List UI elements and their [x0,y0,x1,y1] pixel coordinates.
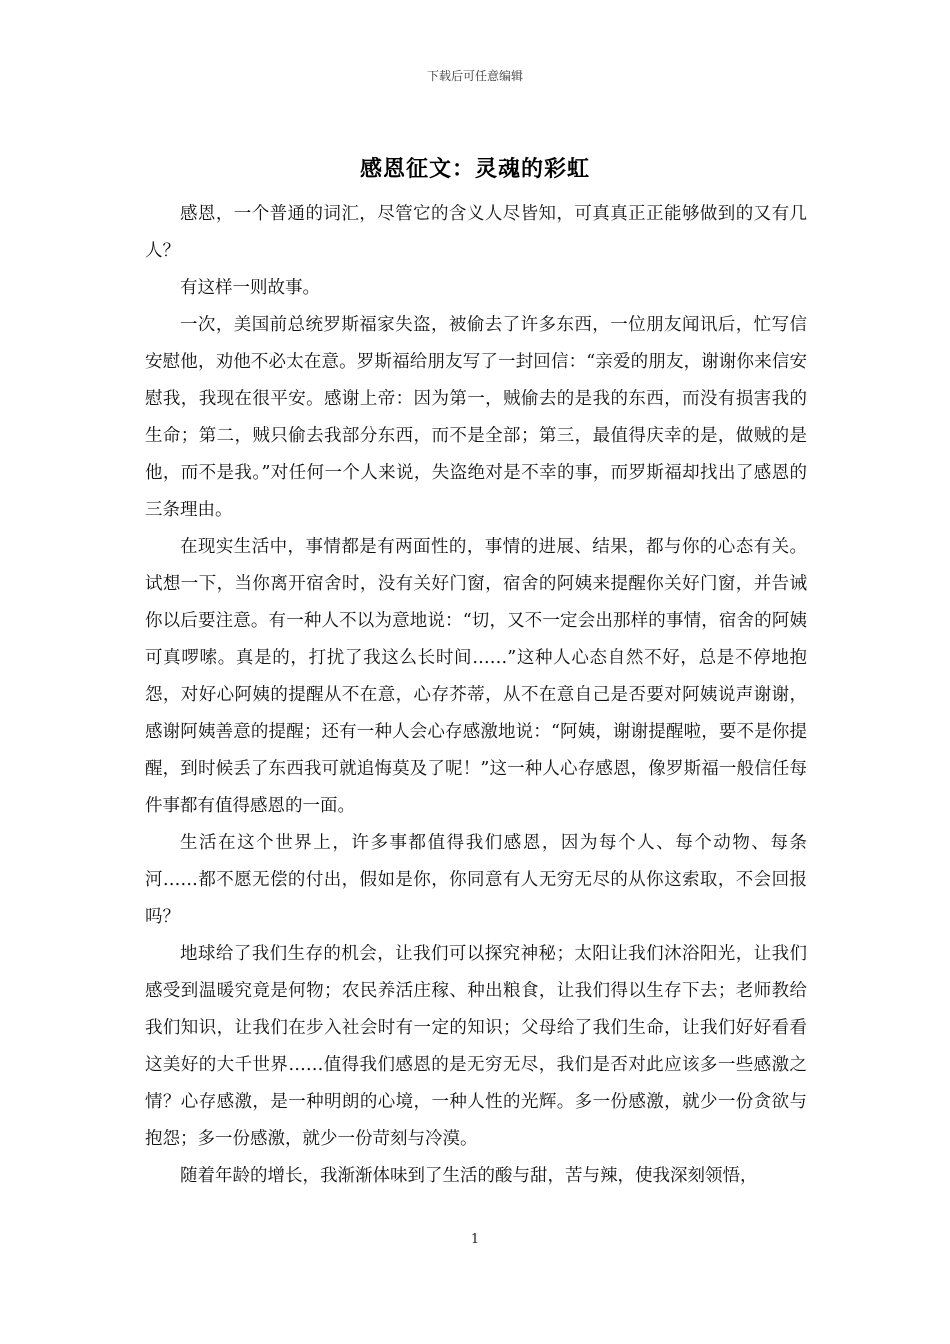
paragraph-6: 地球给了我们生存的机会，让我们可以探究神秘；太阳让我们沐浴阳光，让我们感受到温暖究竟是何物；农民养活庄稼、种出粮食，让我们得以生存下去；老师教给我们知识，让我们在步入社会时有一定的知识；父母给了我们生命，让我们好好看看这美好的大千世界……值得我们感恩的是无穷无尽，我们是否对此应该多一些感激之情？心存感激，是一种明朗的心境，一种人性的光辉。多一份感激，就少一份贪欲与抱怨；多一份感激，就少一份苛刻与冷漠。 [145,944,807,1149]
paragraph-5: 生活在这个世界上，许多事都值得我们感恩，因为每个人、每个动物、每条河……都不愿无偿的付出，假如是你，你同意有人无穷无尽的从你这索取，不会回报吗？ [145,833,807,927]
page-title: 感恩征文：灵魂的彩虹 [359,156,590,182]
paragraph-1: 感恩，一个普通的词汇，尽管它的含义人尽皆知，可真真正正能够做到的又有几人？ [145,204,807,261]
document-body [145,196,807,1195]
paragraph-2: 有这样一则故事。 [180,278,320,298]
page-number: 1 [470,1232,480,1247]
paragraph-3: 一次，美国前总统罗斯福家失盗，被偷去了许多东西，一位朋友闻讯后，忙写信安慰他，劝他不必太在意。罗斯福给朋友写了一封回信：“亲爱的朋友，谢谢你来信安慰我，我现在很平安。感谢上帝：因为第一，贼偷去的是我的东西，而没有损害我的生命；第二，贼只偷去我部分东西，而不是全部；第三，最值得庆幸的是，做贼的是他，而不是我。”对任何一个人来说，失盗绝对是不幸的事，而罗斯福却找出了感恩的三条理由。 [145,315,807,520]
header-note: 下载后可任意编辑 [426,69,523,83]
paragraph-7: 随着年龄的增长，我渐渐体味到了生活的酸与甜，苦与辣，使我深刻领悟， [180,1166,758,1186]
paragraph-4: 在现实生活中，事情都是有两面性的，事情的进展、结果，都与你的心态有关。试想一下，当你离开宿舍时，没有关好门窗，宿舍的阿姨来提醒你关好门窗，并告诫你以后要注意。有一种人不以为意地说：“切，又不一定会出那样的事情，宿舍的阿姨可真啰嗦。真是的，打扰了我这么长时间……”这种人心态自然不好，总是不停地抱怨，对好心阿姨的提醒从不在意，心存芥蒂，从不在意自己是否要对阿姨说声谢谢，感谢阿姨善意的提醒；还有一种人会心存感激地说：“阿姨，谢谢提醒啦，要不是你提醒，到时候丢了东西我可就追悔莫及了呢！”这一种人心存感恩，像罗斯福一般信任每件事都有值得感恩的一面。 [145,537,807,816]
